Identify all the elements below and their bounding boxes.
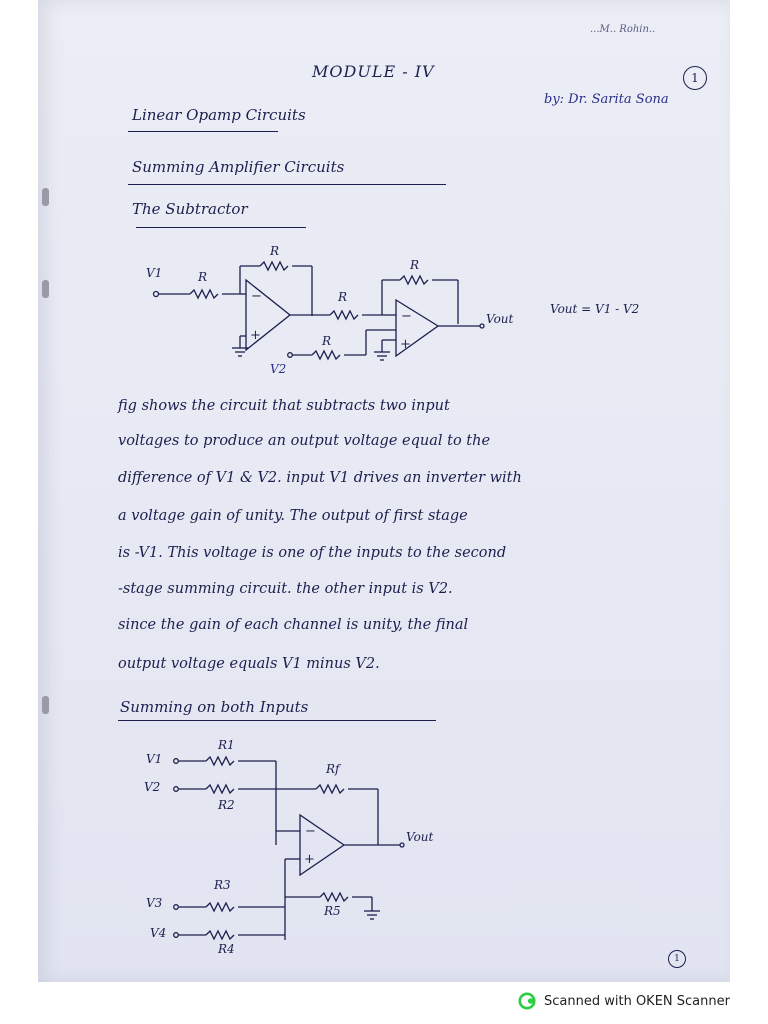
corner-note: ...M.. Rohin.. [590,24,656,35]
heading-summing-amplifier: Summing Amplifier Circuits [132,158,345,176]
footer-page-number: 1 [668,950,686,968]
module-title: MODULE - IV [312,62,435,81]
summing-r2-label: R2 [218,798,235,812]
subtractor-equation: Vout = V1 - V2 [550,302,640,316]
svg-text:−: − [251,289,262,304]
summing-r1-label: R1 [218,738,235,752]
summing-r3-label: R3 [214,878,231,892]
summing-r4-label: R4 [218,942,235,956]
paragraph-line: since the gain of each channel is unity, the final [118,617,469,633]
svg-text:+: + [400,337,411,352]
subtractor-r-mid-label: R [338,290,348,304]
subtractor-r-feedback2-label: R [410,258,420,272]
oken-scanner-logo-icon [518,992,536,1010]
subtractor-r-feedback1-label: R [270,244,280,258]
subtractor-r-v2-label: R [322,334,332,348]
subtractor-vout-label: Vout [486,312,514,326]
paragraph-line: fig shows the circuit that subtracts two input [118,398,450,414]
heading-summing-both-inputs: Summing on both Inputs [120,698,309,716]
page-number-circle: 1 [683,66,707,90]
svg-text:+: + [304,852,315,867]
summing-v3-label: V3 [146,896,163,910]
summing-v2-label: V2 [144,780,161,794]
subtractor-r-input-label: R [198,270,208,284]
author-byline: by: Dr. Sarita Sona [544,92,669,107]
paragraph-line: is -V1. This voltage is one of the inputs to the second [118,545,507,561]
summing-both-inputs-circuit-diagram [140,735,460,965]
summing-r5-label: R5 [324,904,341,918]
underline [128,131,278,132]
svg-text:+: + [250,328,261,343]
binder-hole [42,280,49,298]
svg-text:−: − [305,824,316,839]
summing-vout-label: Vout [406,830,434,844]
heading-subtractor: The Subtractor [132,200,248,218]
scanner-watermark [518,990,730,1012]
underline [128,184,446,185]
underline [118,720,436,721]
summing-rf-label: Rf [326,762,340,776]
paragraph-line: a voltage gain of unity. The output of first stage [118,508,468,524]
paragraph-line: output voltage equals V1 minus V2. [118,656,380,672]
underline [136,227,306,228]
heading-linear-opamp: Linear Opamp Circuits [132,106,306,124]
binder-hole [42,188,49,206]
scanner-label: Scanned with OKEN Scanner [544,993,730,1009]
summing-v1-label: V1 [146,752,163,766]
subtractor-v1-label: V1 [146,266,163,280]
paragraph-line: difference of V1 & V2. input V1 drives an inverter with [118,470,522,486]
paragraph-line: voltages to produce an output voltage equal to the [118,433,491,449]
binder-hole [42,696,49,714]
paragraph-line: -stage summing circuit. the other input is V2. [118,581,453,597]
summing-v4-label: V4 [150,926,167,940]
subtractor-v2-label: V2 [270,362,287,376]
svg-text:−: − [401,309,412,324]
